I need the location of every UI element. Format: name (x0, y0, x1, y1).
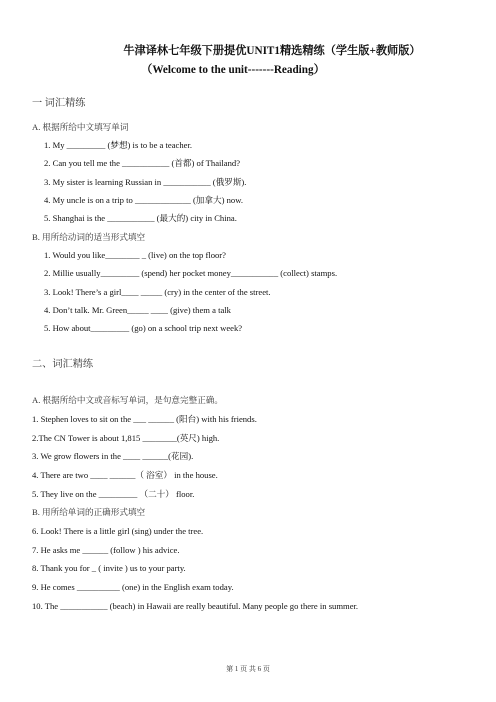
page-number-footer: 第 1 页 共 6 页 (226, 665, 270, 673)
exercise-item: 5. Shanghai is the ___________ (最大的) city in China. (44, 213, 237, 223)
exercise-item: 10. The ___________ (beach) in Hawaii are really beautiful. Many people go there in summer. (32, 601, 359, 611)
section2-heading: 二、词汇精练 (32, 359, 94, 370)
exercise-item: 2.The CN Tower is about 1,815 ________(英尺) high. (32, 433, 220, 443)
exercise-item: 6. Look! There is a little girl (sing) under the tree. (32, 526, 204, 536)
section2-partA-heading: A. 根据所给中文或音标写单词，是句意完整正确。 (32, 395, 223, 405)
exercise-item: 4. My uncle is on a trip to _____________ (加拿大) now. (44, 195, 243, 205)
exercise-item: 9. He comes __________ (one) in the English exam today. (32, 582, 234, 592)
exercise-item: 7. He asks me ______ (follow ) his advice. (32, 545, 180, 555)
exercise-item: 4. There are two ____ ______（ 浴室） in the house. (32, 470, 218, 480)
exercise-item: 3. We grow flowers in the ____ ______(花园). (32, 451, 194, 461)
section2-partB-heading: B. 用所给单词的正确形式填空 (32, 507, 146, 517)
section1-partA-heading: A. 根据所给中文填写单词 (32, 122, 129, 132)
section1-heading: 一 词汇精练 (32, 98, 86, 109)
exercise-item: 1. Would you like________ _ (live) on the top floor? (44, 250, 226, 260)
exercise-item: 2. Millie usually_________ (spend) her pocket money___________ (collect) stamps. (44, 268, 338, 278)
exercise-item: 1. My _________ (梦想) is to be a teacher. (44, 140, 192, 150)
document-title: 牛津译林七年级下册提优UNIT1精选精练（学生版+教师版） (123, 45, 421, 57)
exercise-item: 4. Don’t talk. Mr. Green_____ ____ (give) them a talk (44, 305, 231, 315)
exercise-item: 3. My sister is learning Russian in ___________ (俄罗斯). (44, 177, 247, 187)
exercise-item: 2. Can you tell me the ___________ (首都) of Thailand? (44, 158, 241, 168)
exercise-item: 5. How about_________ (go) on a school trip next week? (44, 323, 243, 333)
document-subtitle: （Welcome to the unit-------Reading） (141, 64, 325, 76)
section1-partB-heading: B. 用所给动词的适当形式填空 (32, 232, 146, 242)
exercise-item: 1. Stephen loves to sit on the ___ ______ (阳台) with his friends. (32, 414, 257, 424)
exercise-item: 3. Look! There’s a girl____ _____ (cry) in the center of the street. (44, 287, 271, 297)
exercise-item: 5. They live on the _________ （二十） floor. (32, 489, 195, 499)
exercise-item: 8. Thank you for _ ( invite ) us to your party. (32, 563, 186, 573)
